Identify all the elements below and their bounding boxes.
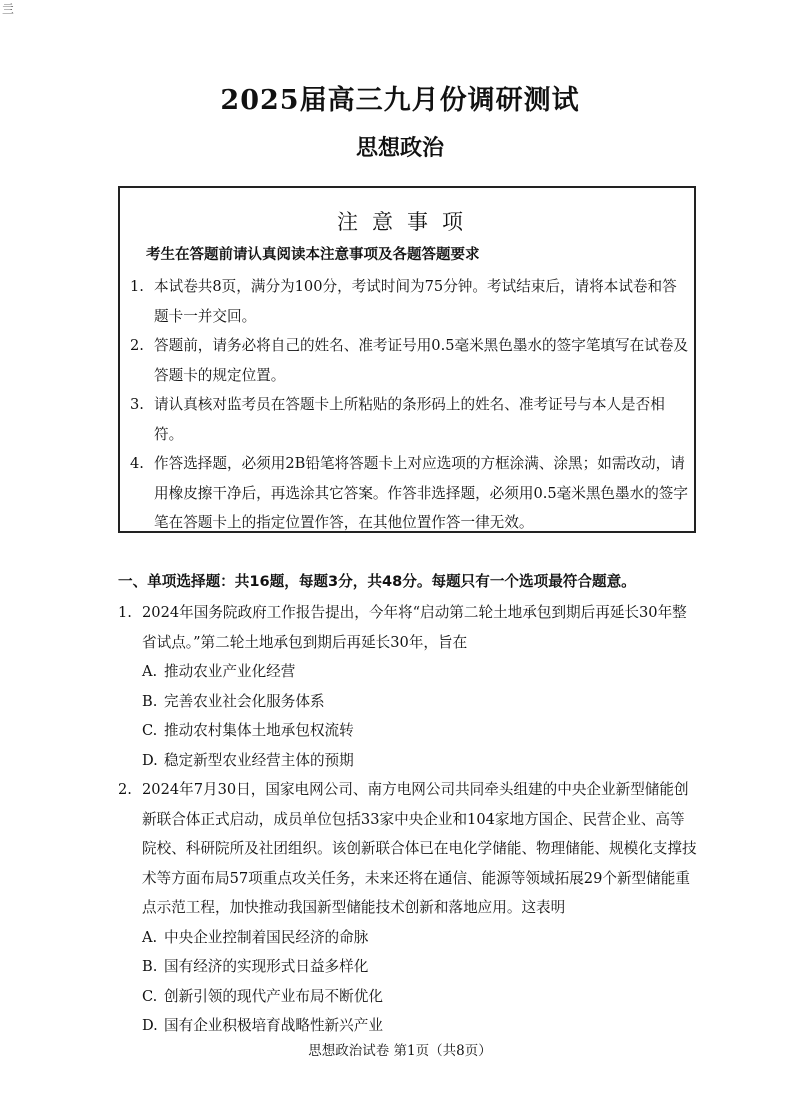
notice-item xyxy=(130,272,690,331)
notice-item-text: 答题前，请务必将自己的姓名、准考证号用0.5毫米黑色墨水的签字笔填写在试卷及答题卡的规定位置。 xyxy=(154,337,688,384)
notice-item-text: 请认真核对监考员在答题卡上所粘贴的条形码上的姓名、准考证号与本人是否相符。 xyxy=(154,396,665,443)
option-letter: C. xyxy=(142,722,158,739)
notice-item xyxy=(130,331,690,390)
option-letter: B. xyxy=(142,692,158,710)
option-d[interactable] xyxy=(118,746,698,776)
question-stem xyxy=(118,598,698,657)
option-letter: C. xyxy=(142,987,158,1005)
option-letter: D. xyxy=(142,1017,158,1034)
question-2 xyxy=(118,775,698,1041)
option-c[interactable] xyxy=(118,982,698,1012)
option-letter: D. xyxy=(142,751,158,769)
question-text: 2024年7月30日，国家电网公司、南方电网公司共同牵头组建的中央企业新型储能创新联合体正式启动，成员单位包括33家中央企业和104家地方国企、民营企业、高等院校、科研院所及社团组织。该创新联合体已在电化学储能、物理储能、规模化支撑技术等方面布局57项重点攻关任务，未来还将在通信、能源等领域拓展29个新型储能重点示范工程，加快推动我国新型储能技术创新和落地应用。这表明 xyxy=(142,781,697,916)
notice-item-number: 4. xyxy=(130,455,144,472)
option-text: 推动农业产业化经营 xyxy=(164,663,296,680)
corner-mark: 亖 xyxy=(2,2,15,16)
option-text: 国有经济的实现形式日益多样化 xyxy=(164,958,369,975)
option-text: 创新引领的现代产业布局不断优化 xyxy=(164,987,383,1005)
option-text: 稳定新型农业经营主体的预期 xyxy=(164,751,354,769)
option-text: 完善农业社会化服务体系 xyxy=(164,692,325,710)
notice-box xyxy=(118,186,696,533)
notice-item-number: 1. xyxy=(130,278,144,295)
question-number: 2. xyxy=(118,781,132,798)
question-text: 2024年国务院政府工作报告提出，今年将“启动第二轮土地承包到期后再延长30年整省试点。”第二轮土地承包到期后再延长30年，旨在 xyxy=(142,604,687,651)
subject-title: 思想政治 xyxy=(355,136,444,161)
option-letter: A. xyxy=(142,928,158,946)
question-stem xyxy=(118,775,698,923)
option-text: 国有企业积极培育战略性新兴产业 xyxy=(164,1017,383,1034)
section-heading: 一、单项选择题：共16题，每题3分，共48分。每题只有一个选项最符合题意。 xyxy=(118,573,636,590)
option-b[interactable] xyxy=(118,687,698,717)
question-number: 1. xyxy=(118,604,132,621)
option-a[interactable] xyxy=(118,657,698,687)
notice-item xyxy=(130,449,690,538)
option-letter: B. xyxy=(142,958,158,975)
notice-item xyxy=(130,390,690,449)
notice-item-text: 本试卷共8页，满分为100分，考试时间为75分钟。考试结束后，请将本试卷和答题卡一并交回。 xyxy=(154,278,677,325)
notice-item-number: 2. xyxy=(130,337,144,354)
option-d[interactable] xyxy=(118,1011,698,1041)
question-1 xyxy=(118,598,698,775)
notice-intro: 考生在答题前请认真阅读本注意事项及各题答题要求 xyxy=(146,247,480,263)
option-text: 推动农村集体土地承包权流转 xyxy=(164,722,354,739)
option-b[interactable] xyxy=(118,952,698,982)
option-text: 中央企业控制着国民经济的命脉 xyxy=(164,928,369,946)
page-footer: 思想政治试卷 第1页（共8页） xyxy=(308,1043,492,1059)
notice-list xyxy=(130,272,690,538)
page-title: 2025届高三九月份调研测试 xyxy=(220,85,580,116)
option-a[interactable] xyxy=(118,923,698,953)
option-c[interactable] xyxy=(118,716,698,746)
notice-title: 注意事项 xyxy=(337,210,477,234)
notice-item-text: 作答选择题，必须用2B铅笔将答题卡上对应选项的方框涂满、涂黑；如需改动，请用橡皮擦干净后，再选涂其它答案。作答非选择题，必须用0.5毫米黑色墨水的签字笔在答题卡上的指定位置作答，在其他位置作答一律无效。 xyxy=(154,455,688,531)
option-letter: A. xyxy=(142,663,158,680)
notice-item-number: 3. xyxy=(130,396,144,413)
